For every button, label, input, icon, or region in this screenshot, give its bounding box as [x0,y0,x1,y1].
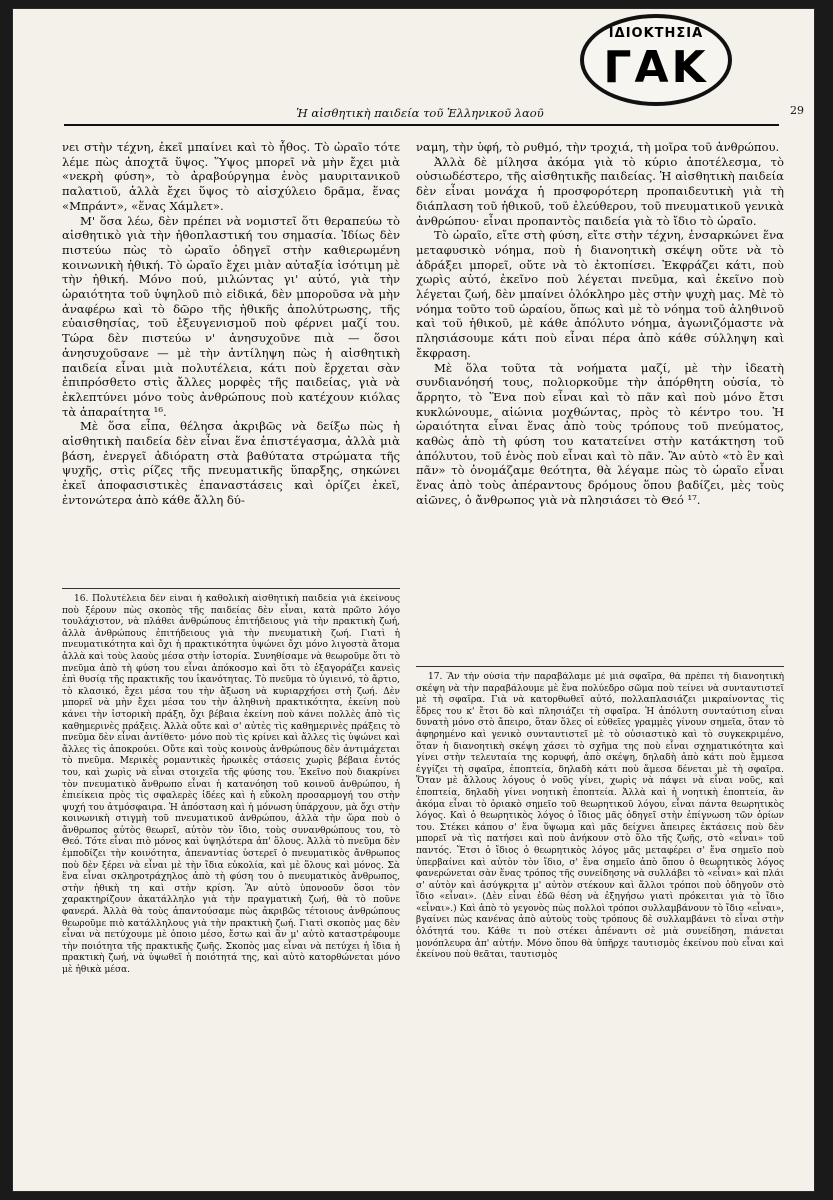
footnote-divider [416,666,784,667]
paragraph: Μ' ὅσα λέω, δὲν πρέπει νὰ νομιστεῖ ὅτι θεραπεύω τὸ αἰσθητικὸ γιὰ τὴν ἠθοπλαστική του σημασία. Ἰδίως δὲν πιστεύω πὼς τὸ ὡραῖο ὁδηγεῖ στὴν καθιερωμένη κοινωνικὴ ἠθική. Τὸ ὡραῖο ἔχει μιὰν αὐταξία ἰσότιμη μὲ τὴν ἠθική. Μόνο πού, μιλώντας γι' αὐτό, γιὰ τὴν ὡραιότητα τοῦ ὑψηλοῦ πιὸ εἰδικά, δὲν μποροῦσα νὰ μὴν ἀναφέρω καὶ τὸ δῶρο τῆς ἠθικῆς ἀπολύτρωσης, τῆς εὐαισθησίας, τοῦ ἐξευγενισμοῦ ποὺ φέρνει μαζί του. Τώρα δὲν πιστεύω ν' ἀνησυχοῦνε πιὰ — ὅσοι ἀνησυχοῦσανε — μὲ τὴν ἀντίληψη πὼς ἡ αἰσθητικὴ παιδεία εἶναι μιὰ πολυτέλεια, κάτι ποὺ ἔρχεται σὰν ἐπιπρόσθετο στὶς ἄλλες μορφὲς τῆς παιδείας, γιὰ νὰ ἐκλεπτύνει μόνο τοὺς ἀνθρώπους ποὺ κατέχουν κιόλας τὰ ἀπαραίτητα ¹⁶. [62,213,400,419]
paragraph: Μὲ ὅλα τοῦτα τὰ νοήματα μαζί, μὲ τὴν ἰδεατὴ συνδιανόησή τους, πολιορκοῦμε τὴν ἀπόρθητη οὐσία, τὸ ἄρρητο, τὸ Ἕνα ποὺ εἶναι καὶ τὸ πᾶν καὶ ποὺ μόνο ἔτσι κυκλώνουμε, αἰώνια μοχθώντας, πρὸς τὸ κέντρο του. Ἡ ὡραιότητα εἶναι ἕνας ἀπὸ τοὺς τρόπους τοῦ πνεύματος, καθὼς ἀπὸ τὴ φύση του κατατείνει στὴν κατάκτηση τοῦ ἀπόλυτου, τοῦ ἑνὸς ποὺ εἶναι καὶ τὸ πᾶν. Ἂν αὐτὸ «τὸ ἓν καὶ πᾶν» τὸ ὀνομάζαμε θεότητα, θὰ λέγαμε πὼς τὸ ὡραῖο εἶναι ἕνας ἀπὸ τοὺς ἀπέραντους δρόμους ὅπου βαδίζει, μὲς τοὺς αἰῶνες, ὁ ἄνθρωπος γιὰ νὰ πλησιάσει τὸ Θεό ¹⁷. [416,360,784,507]
paragraph: Μὲ ὅσα εἶπα, θέλησα ἀκριβῶς νὰ δείξω πὼς ἡ αἰσθητικὴ παιδεία δὲν εἶναι ἕνα ἐπιστέγασμα, ἀλλὰ μιὰ βάση, ἐνεργεῖ ἀδιόρατη στὰ βαθύτατα στρώματα τῆς ψυχῆς, στὶς ρίζες τῆς πνευματικῆς ὕπαρξης, σηκώνει ἐκεῖ ἀποφασιστικὲς ἐπαναστάσεις καὶ ὁρίζει ἐκεῖ, ἐντονώτερα ἀπὸ κάθε ἄλλη δύ- [62,419,400,507]
footnote-text: 17. Ἂν τὴν οὐσία τὴν παραβάλαμε μὲ μιὰ σφαῖρα, θὰ πρέπει τὴ διανοητικὴ σκέψη νὰ τὴν παραβάλουμε μὲ ἕνα πολύεδρο σῶμα ποὺ τείνει νὰ συνταυτιστεῖ μὲ τὴ σφαῖρα. Γιὰ νὰ κατορθωθεῖ αὐτό, πολλαπλασιάζει μικραίνοντας τὶς ἕδρες του κ' ἔτσι δὸ καὶ πλησιάζει τὴ σφαῖρα. Ἡ ἀπόλυτη συνταύτιση εἶναι δυνατὴ μόνο στὸ ἄπειρο, ὅταν ὅλες οἱ εὐθεῖες γραμμὲς γίνουν σημεῖα, ὅταν τὸ ἀφηρημένο καὶ γενικὸ συνταυτιστεῖ μὲ τὸ οὐσιαστικὸ καὶ τὸ συγκεκριμένο, ὅταν ἡ διανοητικὴ σκέψη χάσει τὸ σχῆμα της ποὺ εἶναι σχηματικότητα καὶ γίνει στὴν τελευταία της κορυφή, ἀπὸ σκέψη, δηλαδὴ ἀπὸ κάτι ποὺ ἔμμεσα ἐγγίζει τὴ σφαῖρα, ἐποπτεία, δηλαδὴ κάτι ποὺ ἄμεσα δένεται μὲ τὴ σφαῖρα. Ὅταν μὲ ἄλλους λόγους ὁ νοῦς γίνει, χωρὶς νὰ πάψει νὰ εἶναι νοῦς, καὶ ἐποπτεία, δηλαδὴ γίνει νοητικὴ ἐποπτεία. Ἀλλὰ καὶ ἡ νοητικὴ ἐποπτεία, ἂν ἀκόμα εἶναι τὸ ὁριακὸ σημεῖο τοῦ θεωρητικοῦ λόγου, εἶναι πάντα θεωρητικὸς λόγος. Καὶ ὁ θεωρητικὸς λόγος ὁ ἴδιος μᾶς ὁδηγεῖ στὴν ἐπίγνωση τῶν ὁρίων του. Στέκει κάπου σ' ἕνα ὕψωμα καὶ μᾶς δείχνει ἄπειρες ἐκτάσεις ποὺ δὲν μπορεῖ νὰ τὶς πατήσει καὶ ποὺ ἀνήκουν στὸ ὅλο τῆς ζωῆς, στὸ «εἶναι» τοῦ παντός. Ἔτσι ὁ ἴδιος ὁ θεωρητικὸς λόγος μᾶς μεταφέρει σ' ἕνα σημεῖο ποὺ ὑπερβαίνει καὶ αὐτὸν τὸν ἴδιο, σ' ἕνα σημεῖο ἀπὸ ὅπου ὁ θεωρητικὸς λόγος φανερώνεται σὰν ἕνας τρόπος τῆς συνείδησης νὰ συλλάβει τὸ «εἶναι» καὶ πλάι σ' αὐτὸν καὶ ἀσύγκριτα μ' αὐτὸν στέκουν καὶ ἄλλοι τρόποι ποὺ ὁδηγοῦν στὸ ἴδιο «εἶναι». (Δὲν εἶναι ἐδῶ θέση νὰ ἐξηγήσω γιατὶ πρόκειται γιὰ τὸ ἴδιο «εἶναι».) Καὶ ἀπὸ τὸ γεγονὸς πὼς πολλοὶ τρόποι συλλαμβάνουν τὸ ἴδιο «εἶναι», βγαίνει πὼς κανένας ἀπὸ αὐτοὺς τοὺς τρόπους δὲ συλλαμβάνει τὸ εἶναι στὴν ὁλότητά του. Κάθε τι ποὺ στέκει ἀπέναντι σὲ μιὰ συνείδηση, πιάνεται μονόπλευρα ἀπ' αὐτήν. Μόνο ὅπου θὰ ὑπῆρχε ταυτισμὸς ἐκείνου ποὺ εἶναι καὶ ἐκείνου ποὺ θεᾶται, ταυτισμὸς [416,672,784,961]
running-head: Ἡ αἰσθητικὴ παιδεία τοῦ Ἑλληνικοῦ λαοῦ [296,106,544,120]
footnote-16 [62,594,400,1094]
paragraph: Τὸ ὡραῖο, εἴτε στὴ φύση, εἴτε στὴν τέχνη, ἐνσαρκώνει ἕνα μεταφυσικὸ νόημα, ποὺ ἡ διανοητικὴ σκέψη οὔτε νὰ τὸ ἀδράξει μπορεῖ, οὔτε νὰ τὸ ἐκτοπίσει. Ἐκφράζει κάτι, ποὺ χωρὶς αὐτό, ἐκεῖνο ποὺ λέγεται πνεῦμα, καὶ ἐκεῖνο ποὺ λέγεται ζωή, δὲν μπαίνει ὁλόκληρο μὲς στὴν ψυχὴ μας. Μὲ τὸ νόημα τοῦτο τοῦ ὡραίου, ὅπως καὶ μὲ τὸ νόημα τοῦ ἀληθινοῦ καὶ τοῦ ἠθικοῦ, μὲ κάθε ἀπόλυτο νόημα, ἀγωνιζόμαστε νὰ πλησιάσουμε κάτι ποὺ εἶναι πέρα ἀπὸ κάθε σύλληψη καὶ ἔκφραση. [416,228,784,360]
footnote-text: 16. Πολυτέλεια δὲν εἶναι ἡ καθολικὴ αἰσθητικὴ παιδεία γιὰ ἐκείνους ποὺ ξέρουν πὼς σκοπὸς τῆς παιδείας δὲν εἶναι, κατὰ πρῶτο λόγο τουλάχιστον, νὰ πλάθει ἀνθρώπους ἐπιτήδειους γιὰ τὴν πρακτικὴ ζωή, ἀλλὰ ἀνθρώπους ἐπιτήδειους γιὰ τὴν πνευματικὴ ζωή. Γιατὶ ἡ πνευματικότητα καὶ ὄχι ἡ πρακτικότητα ὑψώνει ὄχι μόνο λιγοστὰ ἄτομα ἀλλὰ καὶ τοὺς λαοὺς μέσα στὴν ἱστορία. Συνηθίσαμε νὰ θεωροῦμε ὅτι τὸ πνεῦμα ἀπὸ τὴ φύση του εἶναι ἀπόκοσμο καὶ ὅτι τὸ ἐξαγοράζει κανεὶς ἐπὶ θυσίᾳ τῆς πρακτικῆς του ἱκανότητας. Τὸ πνεῦμα τὸ ὑγιεινό, τὸ ἄρτιο, τὸ κλασικό, ἔχει μέσα του τὴν ἄξωση νὰ κυριαρχήσει στὴ ζωή. Δὲν μπορεῖ νὰ μὴν ἔχει μέσα του τὴν ἀληθινὴ πρακτικότητα, ἐκείνη ποὺ κάνει τὴν ἱστορικὴ πράξη, ὄχι βέβαια ἐκείνη ποὺ κάνει πολλὲς ἀπὸ τὶς καθημερινὲς πράξεις. Ἀλλὰ οὔτε καὶ σ' αὐτὲς τὶς καθημερινὲς πράξεις τὸ πνεῦμα δὲν εἶναι ἀντίθετο· μόνο ποὺ τὶς κρίνει καὶ ἄλλες τὶς ὑψώνει καὶ ἄλλες τὶς ἀποκρούει. Οὔτε καὶ τοὺς κοινοὺς ἀνθρώπους δὲν ἀντιμάχεται τὸ πνεῦμα. Μερικὲς ρομαντικὲς ἡρωικὲς στάσεις χωρὶς βέβαια ἐντός του, καὶ χωρὶς νὰ εἶναι στοιχεῖα τῆς φύσης του. Ἐκεῖνο ποὺ διακρίνει τὸν πνευματικὸ ἄνθρωπο εἶναι ἡ κατανόηση τοῦ κοινοῦ ἀνθρώπου, ἡ ἐπιείκεια πρὸς τὶς σφαλερὲς ἰδέες καὶ ἡ εὔκολη προσαρμογή του στὴν ψυχή του ἀτμόσφαιρα. Ἡ ἀπόσταση καὶ ἡ μόνωση ὑπάρχουν, μὰ ὄχι στὴν κοινωνικὴ στιγμὴ τοῦ πνευματικοῦ ἀνθρώπου, ἀλλὰ τὴν ὥρα ποὺ ὁ ἄνθρωπος αὐτὸς θεωρεῖ, αὐτὸν τὸν ἴδιο, τοὺς συνανθρώπους του, τὸ Θεό. Τότε εἶναι πιὸ μόνος καὶ ὑψηλότερα ἀπ' ὅλους. Ἀλλὰ τὸ πνεῦμα δὲν ἐμποδίζει τὴν κοινότητα, ἀπεναντίας ὑστερεῖ ὁ πνευματικὸς ἄνθρωπος ποὺ δὲν ξέρει νὰ εἶναι μὲ τὴν ἴδια εὐκολία, καὶ μὲ ὅλους καὶ μόνος. Σὰ ἕνα εἶναι σκληροτράχηλος ἀπὸ τὴ φύση του ὁ πνευματικὸς ἄνθρωπος, στὴν ἠθικὴ τη καὶ στὴν κρίση. Ἂν αὐτὸ ὑπονοοῦν ὅσοι τὸν χαρακτηρίζουν ἀκατάλληλο γιὰ τὴν πραγματικὴ ζωή, θὰ τὸ ποῦνε φανερά. Ἀλλὰ θὰ τοὺς ἀπαντούσαμε πὼς ἀκριβῶς τέτοιους ἀνθρώπους θεωροῦμε πιὸ κατάλληλους γιὰ τὴν πρακτικὴ ζωή. Γιατὶ σκοπὸς μας δὲν εἶναι νὰ πετύχουμε μὲ ὁποιο μέσο, ἔστω καὶ ἂν μ' αὐτὸ καταστρέφουμε τὴν ποιότητα τῆς πρακτικῆς ζωῆς. Σκοπὸς μας εἶναι νὰ πετύχει ἡ ἴδια ἡ πρακτικὴ ζωή, νὰ ὑψωθεῖ ἡ ποιότητά της, καὶ αὐτὸ κατορθώνεται μόνο μὲ ἠθικὰ μέσα. [62,594,400,975]
paragraph: ναμη, τὴν ὑφή, τὸ ρυθμό, τὴν τροχιά, τὴ μοῖρα τοῦ ἀνθρώπου. [416,140,780,154]
paragraph: Ἀλλὰ δὲ μίλησα ἀκόμα γιὰ τὸ κύριο ἀποτέλεσμα, τὸ οὐσιωδέστερο, τῆς αἰσθητικῆς παιδείας. Ἡ αἰσθητικὴ παιδεία δὲν εἶναι μονάχα ἡ προσφορότερη προπαιδευτικὴ γιὰ τὴ διάπλαση τοῦ ἠθικοῦ, τοῦ ἐλεύθερου, τοῦ πνευματικοῦ γενικὰ ἀνθρώπου· εἶναι προπαντὸς παιδεία γιὰ τὸ ἴδιο τὸ ὡραῖο. [416,154,784,228]
main-text-left-column [62,140,400,582]
footnote-17 [416,672,784,1112]
paragraph: νει στὴν τέχνη, ἐκεῖ μπαίνει καὶ τὸ ἦθος. Τὸ ὡραῖο τότε λέμε πὼς ἀποχτᾶ ὕψος. Ὕψος μπορεῖ νὰ μὴν ἔχει μιὰ «νεκρὴ φύση», τὸ ἀραβούργημα ἑνὸς μαυριτανικοῦ παλατιοῦ, ἀλλὰ ἔχει ὕψος τὸ αἰσχύλειο δρᾶμα, ἕνας «Μπράντ», «ἕνας Χάμλετ». [62,140,400,213]
stamp-org-text: ΓΑΚ [603,42,709,93]
stamp-owner-text: ΙΔΙΟΚΤΗΣΙΑ [608,26,704,41]
ownership-stamp [580,14,732,106]
scanned-page [12,8,815,1192]
main-text-right-column [416,140,784,664]
page-number: 29 [790,104,804,117]
header-rule [64,124,779,126]
footnote-divider [62,588,400,589]
